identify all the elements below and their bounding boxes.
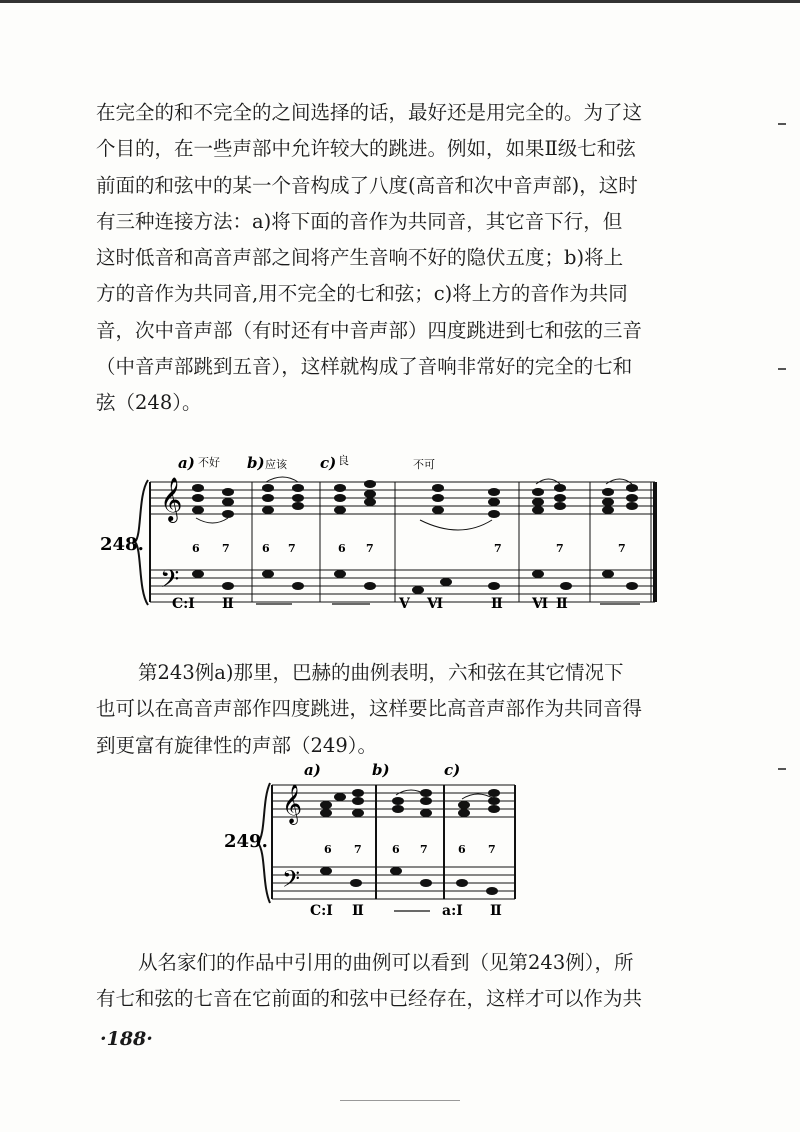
svg-text:6: 6 xyxy=(192,542,200,555)
page-number: ·188· xyxy=(100,1028,153,1050)
svg-text:Ⅱ: Ⅱ xyxy=(490,903,502,919)
example-mark: c) xyxy=(444,761,461,779)
svg-text:Ⅱ: Ⅱ xyxy=(556,596,568,612)
text-line: 音，次中音声部（有时还有中音声部）四度跳进到七和弦的三音 xyxy=(96,318,643,342)
example-mark: a) xyxy=(178,454,195,472)
example-mark: a) xyxy=(304,761,321,779)
svg-text:7: 7 xyxy=(556,542,564,555)
annotation: 良 xyxy=(338,454,349,467)
text-line: 这时低音和高音声部之间将产生音响不好的隐伏五度；b)将上 xyxy=(96,246,624,270)
svg-text:7: 7 xyxy=(354,843,362,856)
example-mark: c) xyxy=(320,454,337,472)
svg-text:7: 7 xyxy=(494,542,502,555)
svg-text:7: 7 xyxy=(366,542,374,555)
svg-text:Ⅵ: Ⅵ xyxy=(532,596,549,612)
svg-text:7: 7 xyxy=(618,542,626,555)
svg-text:Ⅱ: Ⅱ xyxy=(352,903,364,919)
text-line: 到更富有旋律性的声部（249）。 xyxy=(96,733,377,757)
svg-text:7: 7 xyxy=(420,843,428,856)
svg-text:V: V xyxy=(399,596,410,612)
margin-mark xyxy=(778,368,786,370)
svg-text:6: 6 xyxy=(458,843,466,856)
annotation: 不可 xyxy=(413,458,435,471)
svg-text:7: 7 xyxy=(222,542,230,555)
paragraph-2 xyxy=(96,655,642,764)
text-line: 有三种连接方法：a)将下面的音作为共同音，其它音下行，但 xyxy=(96,209,623,233)
page-top-edge xyxy=(0,0,800,3)
music-example-248 xyxy=(0,440,800,610)
svg-text:7: 7 xyxy=(288,542,296,555)
svg-text:C:Ⅰ: C:Ⅰ xyxy=(310,903,333,919)
text-line: 弦（248）。 xyxy=(96,391,202,415)
text-line: 从名家们的作品中引用的曲例可以看到（见第243例），所 xyxy=(138,951,634,974)
svg-text:C:Ⅰ: C:Ⅰ xyxy=(172,596,195,612)
margin-mark xyxy=(778,768,786,770)
treble-clef-icon: 𝄞 xyxy=(160,477,183,521)
bass-clef-icon: 𝄢 xyxy=(282,865,301,898)
svg-text:6: 6 xyxy=(338,542,346,555)
paragraph-3 xyxy=(96,945,642,1018)
svg-text:Ⅱ: Ⅱ xyxy=(491,596,503,612)
page-bottom-rule xyxy=(340,1100,460,1101)
treble-clef-icon: 𝄞 xyxy=(282,784,303,824)
svg-text:6: 6 xyxy=(324,843,332,856)
svg-text:6: 6 xyxy=(262,542,270,555)
text-line: 在完全的和不完全的之间选择的话，最好还是用完全的。为了这 xyxy=(96,101,643,124)
svg-text:Ⅱ: Ⅱ xyxy=(222,596,234,612)
bass-clef-icon: 𝄢 xyxy=(160,565,180,600)
chord-noteheads xyxy=(192,480,638,594)
annotation: 应该 xyxy=(265,458,287,471)
text-line: 有七和弦的七音在它前面的和弦中已经存在，这样才可以作为共 xyxy=(96,987,643,1011)
text-line: 前面的和弦中的某一个音构成了八度(高音和次中音声部)，这时 xyxy=(96,173,638,197)
example-mark: b) xyxy=(372,761,390,779)
paragraph-1 xyxy=(96,95,642,422)
margin-mark xyxy=(778,123,786,125)
music-example-249 xyxy=(0,755,800,919)
example-number: 249. xyxy=(224,831,268,852)
example-mark: b) xyxy=(247,454,265,472)
text-line: 第243例a)那里，巴赫的曲例表明，六和弦在其它情况下 xyxy=(138,661,624,684)
text-line: （中音声部跳到五音），这样就构成了音响非常好的完全的七和 xyxy=(96,355,633,379)
svg-text:7: 7 xyxy=(488,843,496,856)
figured-bass xyxy=(192,542,626,555)
annotation: 不好 xyxy=(198,456,220,469)
svg-text:Ⅵ: Ⅵ xyxy=(427,596,444,612)
example-number: 248. xyxy=(100,534,144,555)
text-line: 方的音作为共同音,用不完全的七和弦；c)将上方的音作为共同 xyxy=(96,282,628,306)
text-line: 也可以在高音声部作四度跳进，这样要比高音声部作为共同音得 xyxy=(96,697,643,721)
svg-text:a:Ⅰ: a:Ⅰ xyxy=(442,903,463,919)
text-line: 个目的，在一些声部中允许较大的跳进。例如，如果Ⅱ级七和弦 xyxy=(96,137,636,161)
svg-text:6: 6 xyxy=(392,843,400,856)
figured-bass xyxy=(324,843,496,856)
